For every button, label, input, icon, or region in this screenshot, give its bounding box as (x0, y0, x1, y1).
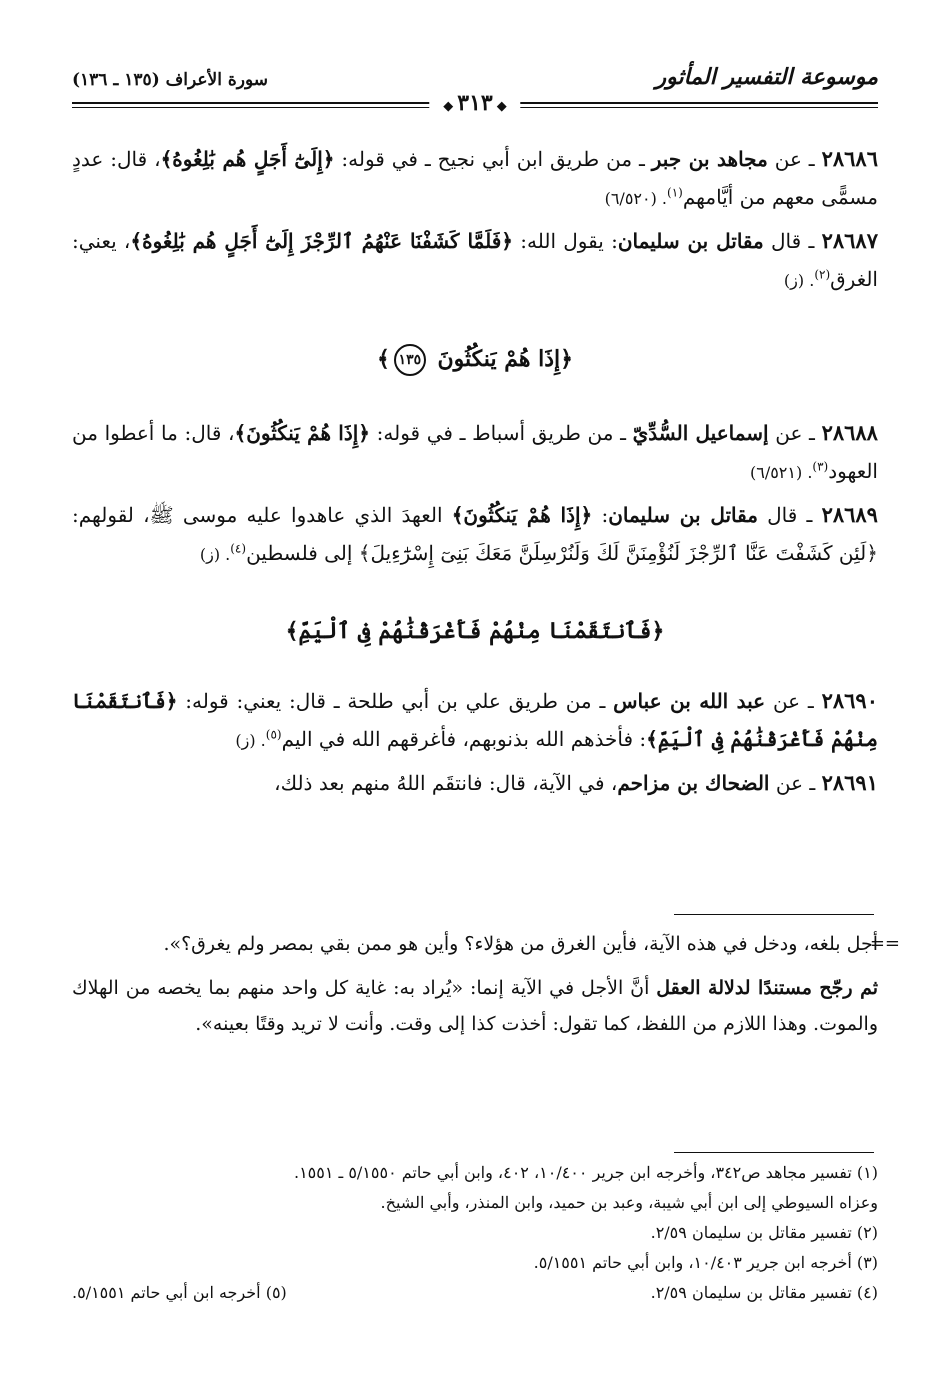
page-header (72, 62, 878, 122)
ornament-icon: ◆ (443, 99, 454, 114)
verse-heading (72, 618, 878, 644)
entry-number: ٢٨٦٨٨ (821, 420, 878, 445)
entry (72, 222, 878, 300)
entry-text: ـ من طريق ابن أبي نجيح ـ في قوله: (334, 147, 652, 171)
ornament-icon: ◆ (496, 99, 507, 114)
narrator-name: إسماعيل السُّدِّيّ (632, 421, 769, 445)
entry-text: ـ عن (767, 147, 822, 171)
verse-text: ﴿فَٱنتَقَمْنَا مِنْهُمْ فَأَغْرَقْنَٰهُمْ فِى ٱلْيَمِّ﴾ (285, 618, 665, 644)
footnote-row (72, 1278, 878, 1308)
entry-number: ٢٨٦٨٦ (821, 146, 878, 171)
narrator-name: مجاهد بن جبر (651, 147, 768, 171)
entry (72, 682, 878, 760)
entry-number: ٢٨٦٩١ (821, 770, 878, 795)
footnote-marker: (١) (667, 185, 683, 200)
entry-number: ٢٨٦٨٧ (821, 228, 878, 253)
entry-number: ٢٨٦٩٠ (821, 688, 878, 713)
ayah-number-icon: ١٣٥ (394, 344, 426, 376)
footnotes (72, 1158, 878, 1308)
main-content (72, 140, 878, 806)
quran-quote: ﴿إِذَا هُمْ يَنكُثُونَ﴾ (234, 421, 370, 445)
commentary-lead: ثم رجّح مستندًا لدلالة العقل (656, 977, 878, 999)
entry-text: ، قال: عددٍ مسمًّى معهم من أيَّامهم (72, 147, 878, 209)
commentary-text: أنَّ الأجل في الآية إنما: «يُراد به: غاية كل واحد منهم بما يخصه من الهلاك والموت. وهذا اللازم من اللفظ، كما تقول: أخذت كذا إلى وقت. وأنت لا تريد وقتًا بعينه». (72, 977, 878, 1035)
footnote: وعزاه السيوطي إلى ابن أبي شيبة، وعبد بن حميد، وابن المنذر، وأبي الشيخ. (380, 1193, 878, 1212)
verse-heading (72, 344, 878, 376)
entry-text: ـ قال (763, 229, 822, 253)
entry-text: العهدَ الذي عاهدوا عليه موسى ﷺ، لقولهم: ﴿لَئِن كَشَفْتَ عَنَّا ٱلرِّجْزَ لَنُؤْمِنَنَّ لَكَ وَلَنُرْسِلَنَّ مَعَكَ بَنِىٓ إِسْرَٰٓءِيلَ﴾ إلى فلسطين (72, 503, 878, 565)
narrator-name: الضحاك بن مزاحم (617, 771, 770, 795)
volume-reference: . (ز) (783, 271, 815, 290)
entry (72, 764, 878, 802)
entry-text: ، قال: ما أعطوا من العهود (72, 421, 878, 483)
footnote: (١) تفسير مجاهد ص٣٤٢، وأخرجه ابن جرير ١٠/٤٠٠، ٤٠٢، وابن أبي حاتم ٥/١٥٥٠ ـ ١٥٥١. (293, 1163, 878, 1182)
volume-reference: . (٦/٥٢١) (749, 463, 813, 482)
entry-text: ـ عن (765, 689, 822, 713)
quran-quote: ﴿إِلَىٰٓ أَجَلٍ هُم بَٰلِغُوهُ﴾ (160, 147, 335, 171)
footnote: (٥) أخرجه ابن أبي حاتم ٥/١٥٥١. (72, 1283, 287, 1302)
footnote: (٣) أخرجه ابن جرير ١٠/٤٠٣، وابن أبي حاتم ٥/١٥٥١. (533, 1253, 878, 1272)
commentary-paragraph (72, 970, 878, 1042)
footnote-marker: (٢) (814, 267, 831, 282)
entry-text: ـ عن (768, 421, 822, 445)
footnote-marker: (٥) (265, 727, 282, 742)
commentary (72, 926, 900, 1050)
page-number: ٣١٣ (457, 90, 493, 116)
footnote-marker: (٣) (812, 459, 829, 474)
commentary-paragraph: أجل بلغه، ودخل في هذه الآية، فأين الغرق من هؤلاء؟ وأين هو ممن بقي بمصر ولم يغرق؟». (163, 933, 878, 955)
footnote: (٢) تفسير مقاتل بن سليمان ٢/٥٩. (650, 1223, 878, 1242)
volume-reference: . (٦/٥٢٠) (604, 189, 668, 208)
page-number-box (429, 90, 520, 116)
verse-bracket: ﴾ (376, 346, 390, 372)
narrator-name: عبد الله بن عباس (613, 689, 766, 713)
entry-text: ـ من طريق أسباط ـ في قوله: (370, 421, 633, 445)
entry-text: ـ من طريق علي بن أبي طلحة ـ قال: يعني: قوله: (177, 689, 614, 713)
book-title: موسوعة التفسير المأثور (655, 64, 878, 90)
quran-quote: ﴿فَٱنتَقَمْنَا مِنْهُمْ فَأَغْرَقْنَٰهُمْ فِى ٱلْيَمِّ﴾ (72, 689, 878, 751)
entry (72, 140, 878, 218)
continuation-mark: == (869, 933, 900, 954)
quran-quote: ﴿فَلَمَّا كَشَفْنَا عَنْهُمُ ٱلرِّجْزَ إِلَىٰٓ أَجَلٍ هُم بَٰلِغُوهُ﴾ (130, 229, 513, 253)
footnote-rule (674, 1152, 874, 1153)
entry-text: : يقول الله: (513, 229, 618, 253)
volume-reference: . (ز) (235, 731, 266, 750)
entry-text: ، في الآية، قال: فانتقَم اللهُ منهم بعد ذلك، (274, 771, 618, 795)
entry-text: ، يعني: الغرق (72, 229, 878, 291)
entry (72, 496, 878, 574)
entry-text: ـ قال (757, 503, 822, 527)
volume-reference: . (ز) (199, 545, 231, 564)
entry-text: ـ عن (769, 771, 822, 795)
footnote: (٤) تفسير مقاتل بن سليمان ٢/٥٩. (650, 1283, 878, 1302)
entry (72, 414, 878, 492)
entry-text: : فأخذهم الله بذنوبهم، فأغرقهم الله في اليم (281, 727, 647, 751)
commentary-rule (674, 914, 874, 915)
narrator-name: مقاتل بن سليمان (617, 229, 764, 253)
narrator-name: مقاتل بن سليمان (608, 503, 758, 527)
entry-text: : (592, 503, 609, 527)
verse-text: ﴿إِذَا هُمْ يَنكُثُونَ (437, 346, 574, 372)
entry-number: ٢٨٦٨٩ (821, 502, 878, 527)
quran-quote: ﴿إِذَا هُمْ يَنكُثُونَ﴾ (451, 503, 593, 527)
footnote-marker: (٤) (230, 541, 247, 556)
surah-title: سورة الأعراف (١٣٥ ـ ١٣٦) (72, 70, 268, 90)
